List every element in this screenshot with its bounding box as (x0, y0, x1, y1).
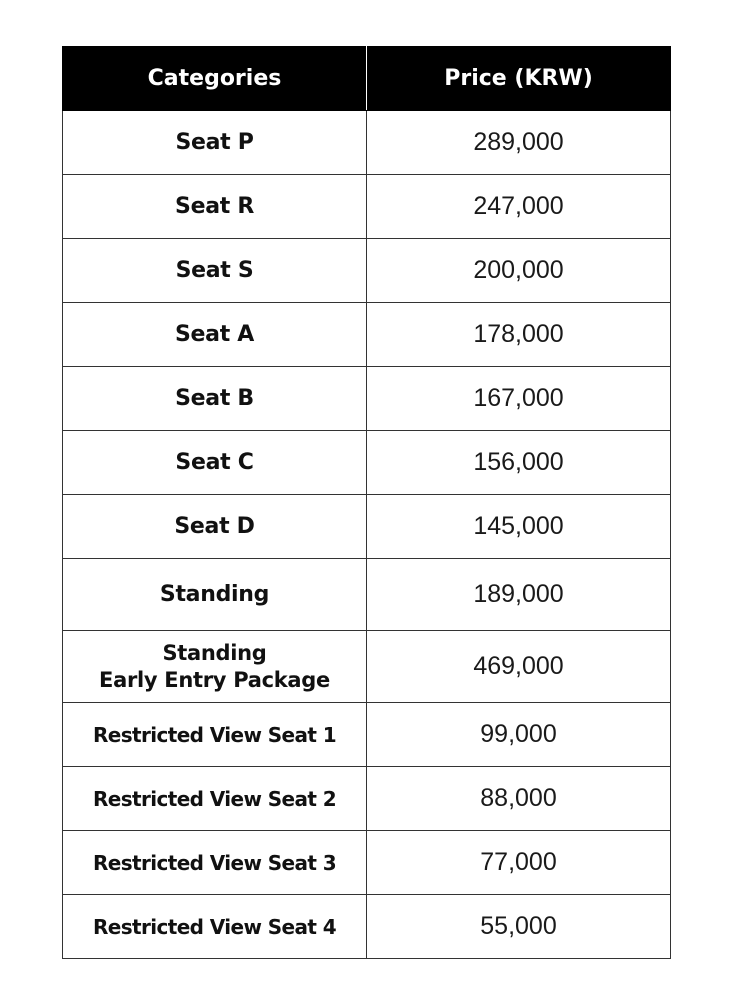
table-row (63, 431, 671, 495)
category-line-2: Early Entry Package (99, 667, 330, 692)
table-row (63, 175, 671, 239)
category-cell: Seat B (63, 367, 367, 431)
price-cell: 247,000 (367, 175, 671, 239)
price-cell: 189,000 (367, 559, 671, 631)
table-body (63, 111, 671, 959)
table-row (63, 239, 671, 303)
category-cell: Seat A (63, 303, 367, 367)
category-cell: Restricted View Seat 1 (63, 703, 367, 767)
category-cell: Restricted View Seat 4 (63, 895, 367, 959)
price-cell: 55,000 (367, 895, 671, 959)
category-cell: Seat D (63, 495, 367, 559)
category-cell (63, 631, 367, 703)
table-row (63, 767, 671, 831)
header-categories: Categories (63, 47, 367, 111)
price-cell: 145,000 (367, 495, 671, 559)
price-cell: 77,000 (367, 831, 671, 895)
price-cell: 156,000 (367, 431, 671, 495)
category-cell: Seat R (63, 175, 367, 239)
table-row (63, 495, 671, 559)
table-row (63, 895, 671, 959)
price-cell: 99,000 (367, 703, 671, 767)
category-cell: Seat C (63, 431, 367, 495)
price-cell: 289,000 (367, 111, 671, 175)
table-row (63, 831, 671, 895)
category-cell: Restricted View Seat 2 (63, 767, 367, 831)
table-row (63, 303, 671, 367)
header-row (63, 47, 671, 111)
price-cell: 88,000 (367, 767, 671, 831)
category-cell: Standing (63, 559, 367, 631)
table-row (63, 111, 671, 175)
table-row (63, 631, 671, 703)
table-row (63, 703, 671, 767)
category-cell: Restricted View Seat 3 (63, 831, 367, 895)
price-cell: 469,000 (367, 631, 671, 703)
table-row (63, 559, 671, 631)
category-cell: Seat P (63, 111, 367, 175)
price-table (62, 46, 671, 959)
table-row (63, 367, 671, 431)
price-cell: 200,000 (367, 239, 671, 303)
table-header (63, 47, 671, 111)
header-price: Price (KRW) (367, 47, 671, 111)
price-cell: 167,000 (367, 367, 671, 431)
category-line-1: Standing (162, 640, 267, 665)
price-cell: 178,000 (367, 303, 671, 367)
category-cell: Seat S (63, 239, 367, 303)
